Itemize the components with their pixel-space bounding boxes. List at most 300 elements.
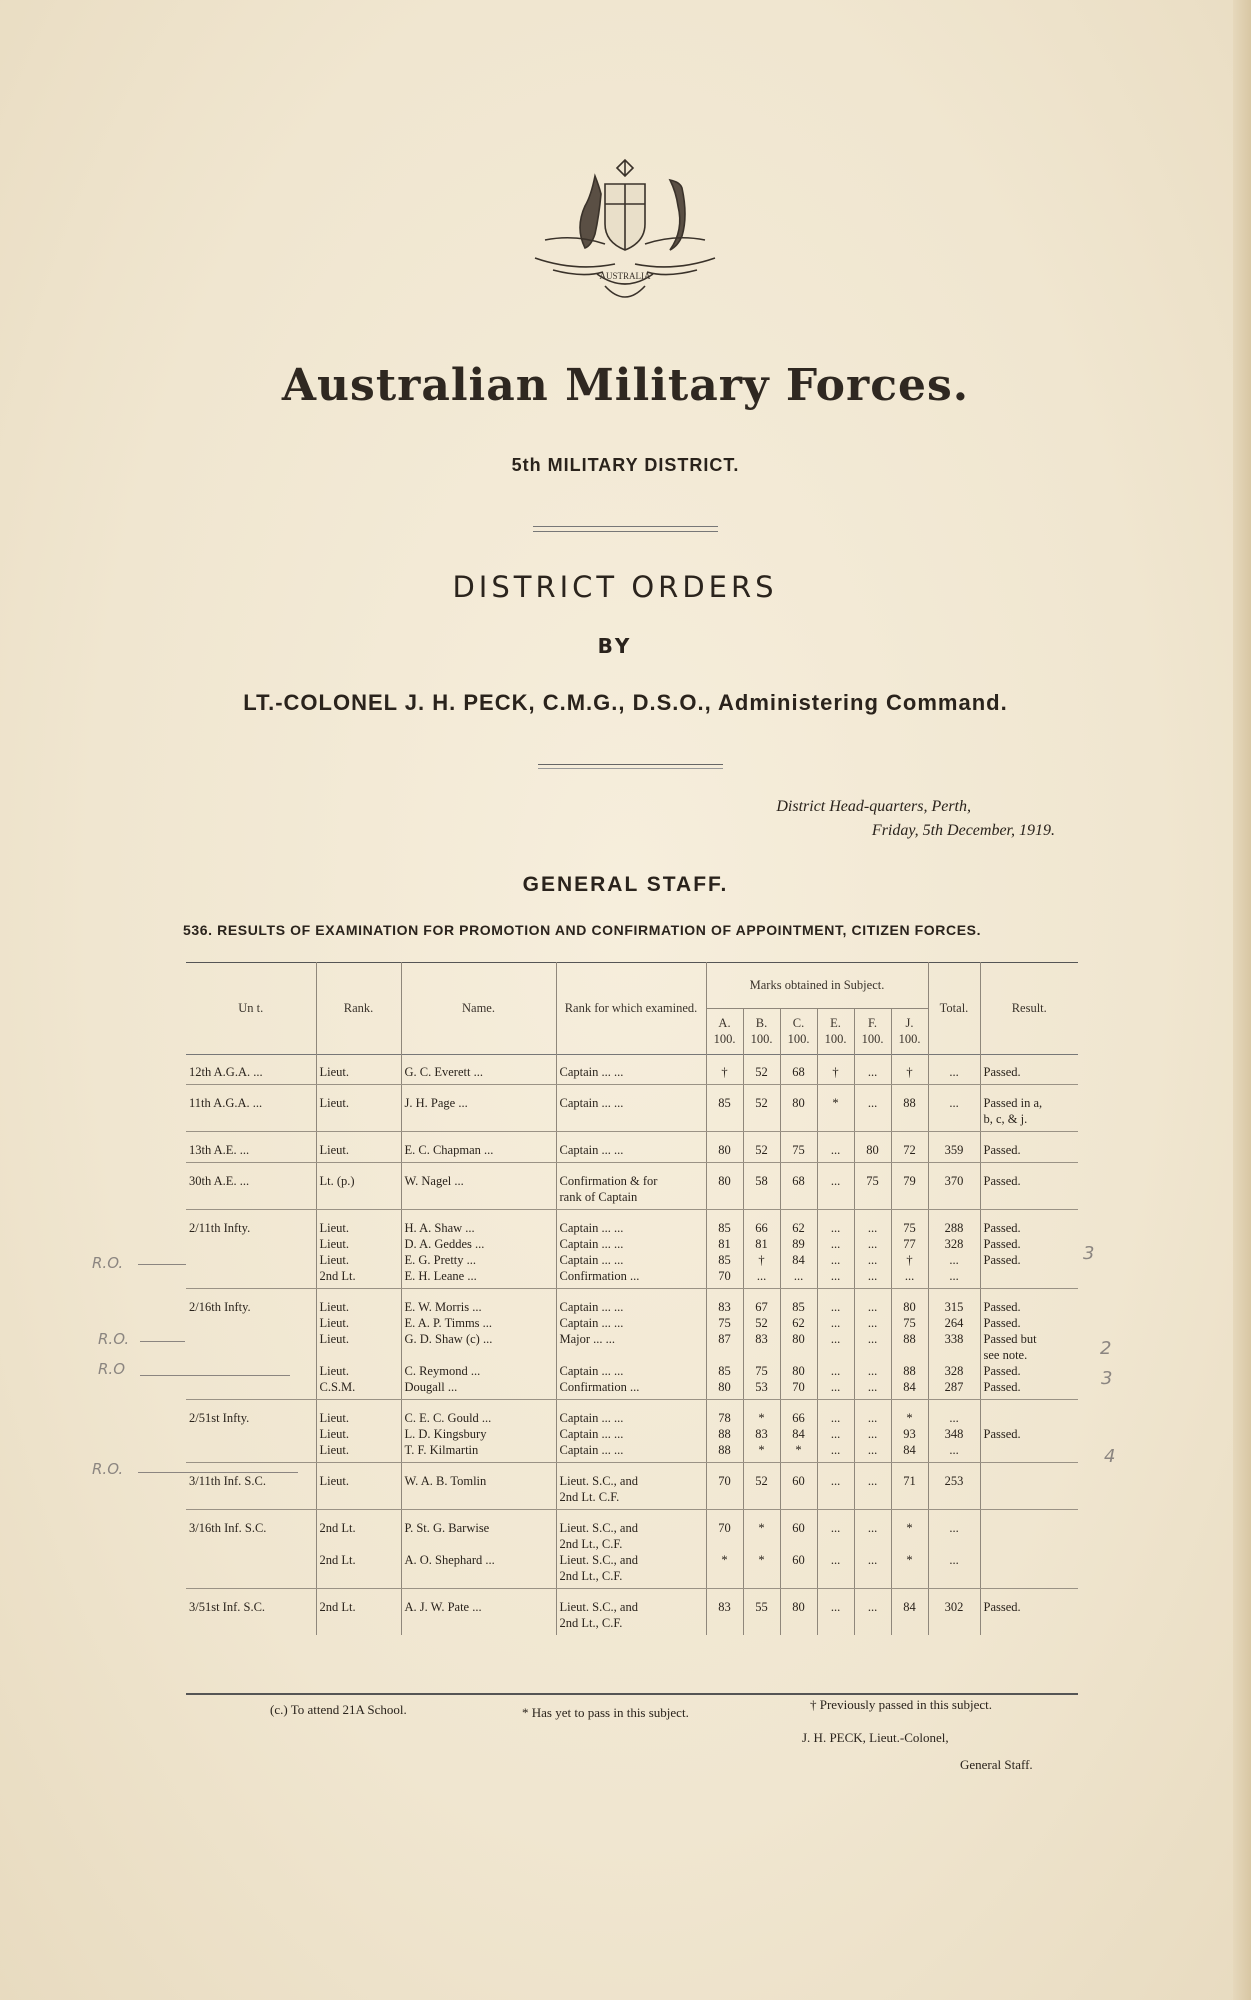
pencil-annotation: R.O [98,1360,125,1378]
cell-line: 253 [944,1474,964,1488]
cell-line [858,1347,888,1363]
cell-rank [316,1289,401,1400]
header-rank-examined: Rank for which examined. [556,962,706,1054]
cell-line: L. D. Kingsbury [404,1427,487,1441]
cell-line: Captain ... ... [559,1253,624,1267]
cell-line: ... [830,1600,841,1614]
cell-mark-b [743,1210,780,1289]
cell-name [401,1463,556,1510]
cell-rank-examined [556,1210,706,1289]
pencil-arrow [140,1375,290,1376]
table-row [186,1085,1078,1132]
cell-mark-c [780,1510,817,1589]
pencil-number: 3 [1101,1368,1113,1389]
cell-unit [186,1400,316,1463]
cell-line: A. J. W. Pate ... [404,1600,482,1614]
cell-result [980,1163,1078,1210]
cell-line: Lieut. [319,1065,350,1079]
cell-line: 70 [718,1521,731,1535]
cell-mark-c [780,1054,817,1085]
cell-line: H. A. Shaw ... [404,1221,475,1235]
cell-line: 75 [718,1316,731,1330]
signature-title: General Staff. [960,1757,1033,1772]
cell-line: ... [949,1269,959,1283]
cell-line: Passed in a, [983,1096,1043,1110]
cell-line: ... [867,1427,878,1441]
cell-line: 2nd Lt. C.F. [559,1490,620,1504]
cell-line [784,1347,814,1363]
cell-line: Captain ... ... [559,1065,624,1079]
cell-line: Passed. [983,1364,1021,1378]
cell-line: Lieut. [319,1253,350,1267]
cell-line: ... [949,1521,959,1535]
cell-line: ... [867,1065,878,1079]
cell-unit [186,1163,316,1210]
cell-mark-j [891,1163,928,1210]
cell-mark-a [706,1463,743,1510]
cell-mark-j [891,1054,928,1085]
cell-line: 88 [718,1427,731,1441]
cell-line: 52 [755,1316,768,1330]
cell-line: 75 [903,1221,916,1235]
cell-mark-a [706,1589,743,1636]
by-line: BY [597,634,633,658]
cell-line: * [758,1521,765,1535]
cell-unit [186,1054,316,1085]
footnote-dagger: † Previously passed in this subject. [810,1697,992,1712]
cell-rank-examined [556,1589,706,1636]
cell-name [401,1289,556,1400]
cell-line: 81 [718,1237,731,1251]
header-subject-j: J. 100. [891,1008,928,1054]
cell-mark-f [854,1289,891,1400]
cell-line: 84 [903,1600,916,1614]
table-row [186,1510,1078,1589]
cell-line: † [758,1253,765,1267]
cell-mark-e [817,1463,854,1510]
cell-line: 93 [903,1427,916,1441]
cell-line: Confirmation ... [559,1380,640,1394]
cell-mark-j [891,1400,928,1463]
cell-line: ... [867,1521,878,1535]
cell-line: G. C. Everett ... [404,1065,483,1079]
cell-result [980,1210,1078,1289]
cell-line: Captain ... ... [559,1364,624,1378]
cell-line: ... [830,1316,841,1330]
cell-line: Lt. (p.) [319,1174,355,1188]
cell-mark-a [706,1163,743,1210]
cell-line: 60 [792,1474,805,1488]
footnote-school: (c.) To attend 21A School. [270,1702,407,1717]
cell-line: Captain ... ... [559,1300,624,1314]
cell-result [980,1510,1078,1589]
cell-name [401,1163,556,1210]
cell-mark-e [817,1163,854,1210]
header-name: Name. [401,962,556,1054]
cell-line: 3/16th Inf. S.C. [189,1521,267,1535]
cell-line [821,1536,851,1552]
cell-line: 83 [755,1332,768,1346]
cell-line: A. O. Shephard ... [404,1553,495,1567]
cell-line: ... [830,1411,841,1425]
cell-line: 328 [944,1364,964,1378]
cell-line [895,1536,925,1552]
cell-line: * [906,1521,913,1535]
cell-line: Captain ... ... [559,1411,624,1425]
cell-line: P. St. G. Barwise [404,1521,490,1535]
cell-line [932,1536,977,1552]
cell-rank [316,1210,401,1289]
cell-rank-examined [556,1463,706,1510]
cell-line: ... [867,1474,878,1488]
header-subject-a: A. 100. [706,1008,743,1054]
cell-line: Lieut. [319,1300,350,1314]
cell-mark-a [706,1510,743,1589]
cell-line: Captain ... ... [559,1443,624,1457]
cell-mark-b [743,1289,780,1400]
cell-line: ... [793,1269,804,1283]
cell-line: E. G. Pretty ... [404,1253,477,1267]
cell-line: ... [867,1553,878,1567]
pencil-number: 2 [1100,1338,1112,1359]
cell-line [405,1536,553,1552]
cell-line: b, c, & j. [983,1112,1028,1126]
cell-mark-e [817,1132,854,1163]
cell-line: 3/11th Inf. S.C. [189,1474,266,1488]
orders-heading: DISTRICT ORDERS [452,570,778,604]
cell-line: ... [949,1443,959,1457]
cell-mark-e [817,1400,854,1463]
cell-line: ... [867,1380,878,1394]
cell-line: ... [904,1269,915,1283]
cell-line: 2/11th Infty. [189,1221,251,1235]
cell-name [401,1589,556,1636]
cell-line: 80 [792,1364,805,1378]
cell-line: ... [830,1253,841,1267]
table-row [186,1132,1078,1163]
cell-line [858,1536,888,1552]
pencil-arrow [138,1472,298,1473]
header-subject-f: F. 100. [854,1008,891,1054]
cell-line: 68 [792,1174,805,1188]
cell-mark-c [780,1210,817,1289]
header-subject-b: B. 100. [743,1008,780,1054]
cell-mark-j [891,1510,928,1589]
results-table [186,962,1078,1635]
cell-line: Lieut. S.C., and [559,1553,638,1567]
cell-mark-c [780,1132,817,1163]
cell-total [928,1400,980,1463]
document-title: Australian Military Forces. [281,360,970,411]
cell-line [710,1347,740,1363]
cell-unit [186,1085,316,1132]
table-row [186,1589,1078,1636]
cell-mark-e [817,1289,854,1400]
cell-total [928,1132,980,1163]
cell-line [747,1536,777,1552]
cell-line: 75 [755,1364,768,1378]
cell-line: * [795,1443,802,1457]
cell-line: 77 [903,1237,916,1251]
cell-line: G. D. Shaw (c) ... [404,1332,493,1346]
cell-mark-f [854,1054,891,1085]
cell-line: E. W. Morris ... [404,1300,482,1314]
cell-line: 88 [718,1443,731,1457]
cell-mark-f [854,1589,891,1636]
cell-line: ... [867,1411,878,1425]
cell-line: Passed. [983,1316,1021,1330]
cell-mark-a [706,1210,743,1289]
cell-line: Lieut. [319,1332,350,1346]
cell-line [984,1410,1076,1426]
cell-mark-j [891,1289,928,1400]
pencil-arrow [140,1341,185,1342]
cell-line: 83 [718,1600,731,1614]
cell-line: ... [949,1253,959,1267]
cell-line: C. Reymond ... [404,1364,481,1378]
cell-line: ... [867,1221,878,1235]
cell-line: ... [830,1553,841,1567]
cell-line: Captain ... ... [559,1427,624,1441]
cell-result [980,1463,1078,1510]
cell-line: 2nd Lt., C.F. [559,1616,623,1630]
cell-line: ... [830,1269,841,1283]
cell-line: 80 [866,1143,879,1157]
cell-line: 52 [755,1065,768,1079]
cell-mark-f [854,1132,891,1163]
cell-line: Captain ... ... [559,1316,624,1330]
cell-line: 88 [903,1332,916,1346]
cell-line [821,1347,851,1363]
footnote-star: * Has yet to pass in this subject. [522,1705,689,1720]
cell-line: 52 [755,1143,768,1157]
cell-name [401,1085,556,1132]
cell-line [984,1520,1076,1536]
cell-result [980,1589,1078,1636]
cell-line: Lieut. S.C., and [559,1521,638,1535]
cell-line: 80 [792,1332,805,1346]
cell-line: † [832,1065,839,1079]
cell-line: D. A. Geddes ... [404,1237,485,1251]
cell-line: 12th A.G.A. ... [189,1065,263,1079]
cell-line: 58 [755,1174,768,1188]
cell-line: Captain ... ... [559,1221,624,1235]
cell-line: 66 [755,1221,768,1235]
cell-line: * [906,1411,913,1425]
cell-total [928,1289,980,1400]
cell-rank [316,1132,401,1163]
cell-line: 89 [792,1237,805,1251]
cell-mark-b [743,1085,780,1132]
cell-line: 72 [903,1143,916,1157]
coat-of-arms-icon [525,158,725,316]
cell-line: 359 [944,1143,964,1157]
cell-total [928,1210,980,1289]
pencil-number: 3 [1083,1243,1095,1264]
header-result: Result. [980,962,1078,1054]
cell-line: 83 [755,1427,768,1441]
cell-line: 70 [792,1380,805,1394]
cell-line: 66 [792,1411,805,1425]
cell-line: 2/51st Infty. [189,1411,250,1425]
cell-line: * [758,1553,765,1567]
cell-line: ... [949,1553,959,1567]
cell-line: † [906,1253,913,1267]
cell-line: C. E. C. Gould ... [404,1411,492,1425]
cell-line: ... [830,1332,841,1346]
cell-line: 84 [903,1443,916,1457]
cell-rank [316,1400,401,1463]
header-subject-e: E. 100. [817,1008,854,1054]
cell-line: 338 [944,1332,964,1346]
cell-line: 88 [903,1096,916,1110]
cell-line: 370 [944,1174,964,1188]
cell-line: Passed. [983,1221,1021,1235]
cell-rank [316,1054,401,1085]
cell-name [401,1132,556,1163]
cell-line: E. H. Leane ... [404,1269,477,1283]
cell-line: * [721,1553,728,1567]
cell-line: 84 [903,1380,916,1394]
cell-line: 348 [944,1427,964,1441]
cell-line: 84 [792,1427,805,1441]
table-row [186,1054,1078,1085]
cell-line: Confirmation & for [559,1174,658,1188]
cell-line: J. H. Page ... [404,1096,468,1110]
cell-line: 67 [755,1300,768,1314]
cell-line: Captain ... ... [559,1237,624,1251]
cell-line: Passed. [983,1600,1021,1614]
cell-mark-c [780,1463,817,1510]
cell-line: Passed. [983,1237,1021,1251]
cell-line: * [906,1553,913,1567]
cell-mark-e [817,1589,854,1636]
cell-line: Passed. [983,1065,1021,1079]
cell-line: 328 [944,1237,964,1251]
cell-line: Dougall ... [404,1380,458,1394]
cell-mark-f [854,1510,891,1589]
cell-mark-a [706,1289,743,1400]
cell-mark-j [891,1085,928,1132]
cell-line [320,1347,398,1363]
cell-line: ... [830,1427,841,1441]
cell-line: Lieut. S.C., and [559,1600,638,1614]
cell-line: Lieut. [319,1221,350,1235]
cell-unit [186,1463,316,1510]
cell-line [320,1536,398,1552]
cell-line [405,1347,553,1363]
cell-line: 84 [792,1253,805,1267]
header-marks: Marks obtained in Subject. [706,962,928,1008]
cell-result [980,1132,1078,1163]
cell-line: Major ... ... [559,1332,616,1346]
cell-mark-c [780,1289,817,1400]
cell-line: * [758,1443,765,1457]
cell-line: ... [867,1332,878,1346]
divider-rule [538,764,723,769]
cell-line: † [721,1065,728,1079]
page-edge [1233,0,1251,2000]
cell-mark-e [817,1054,854,1085]
cell-line: ... [949,1065,959,1079]
cell-line: ... [830,1300,841,1314]
cell-mark-f [854,1463,891,1510]
cell-rank [316,1463,401,1510]
cell-line: Lieut. [319,1411,350,1425]
cell-line: 288 [944,1221,964,1235]
cell-total [928,1510,980,1589]
cell-line [984,1268,1076,1284]
cell-line: 71 [903,1474,916,1488]
cell-line: ... [830,1237,841,1251]
cell-line: ... [830,1143,841,1157]
cell-name [401,1210,556,1289]
cell-line: ... [867,1443,878,1457]
table-row [186,1400,1078,1463]
cell-line: rank of Captain [559,1190,638,1204]
cell-mark-b [743,1510,780,1589]
cell-mark-f [854,1400,891,1463]
cell-line: 80 [718,1143,731,1157]
cell-line: 78 [718,1411,731,1425]
cell-unit [186,1289,316,1400]
cell-mark-a [706,1054,743,1085]
results-table-body [186,1054,1078,1635]
cell-line [784,1536,814,1552]
cell-line: ... [867,1269,878,1283]
cell-mark-b [743,1054,780,1085]
cell-result [980,1085,1078,1132]
cell-line [895,1347,925,1363]
cell-line: 88 [903,1364,916,1378]
section-title: GENERAL STAFF. [522,873,729,896]
cell-rank-examined [556,1085,706,1132]
cell-line: Passed. [983,1300,1021,1314]
cell-mark-j [891,1210,928,1289]
cell-line: C.S.M. [319,1380,356,1394]
cell-result [980,1289,1078,1400]
cell-line: 75 [866,1174,879,1188]
cell-line: W. Nagel ... [404,1174,464,1188]
cell-line: 85 [718,1221,731,1235]
cell-unit [186,1589,316,1636]
pencil-annotation: R.O. [92,1460,124,1478]
cell-line: ... [949,1411,959,1425]
cell-line: 85 [718,1253,731,1267]
cell-line: Lieut. [319,1096,350,1110]
cell-line: 85 [718,1096,731,1110]
cell-line: Captain ... ... [559,1096,624,1110]
cell-line: 70 [718,1269,731,1283]
cell-line: 11th A.G.A. ... [189,1096,263,1110]
cell-line: Lieut. [319,1237,350,1251]
cell-line: 68 [792,1065,805,1079]
cell-mark-c [780,1085,817,1132]
cell-line: T. F. Kilmartin [404,1443,479,1457]
cell-line: 83 [718,1300,731,1314]
cell-line: 87 [718,1332,731,1346]
cell-rank [316,1589,401,1636]
cell-line [932,1347,977,1363]
cell-line: 75 [792,1143,805,1157]
cell-name [401,1054,556,1085]
cell-line: Passed but [983,1332,1037,1346]
cell-line: Passed. [983,1253,1021,1267]
cell-line: Lieut. [319,1443,350,1457]
cell-total [928,1054,980,1085]
signature-name: J. H. PECK, Lieut.-Colonel, [802,1730,949,1745]
cell-mark-a [706,1132,743,1163]
